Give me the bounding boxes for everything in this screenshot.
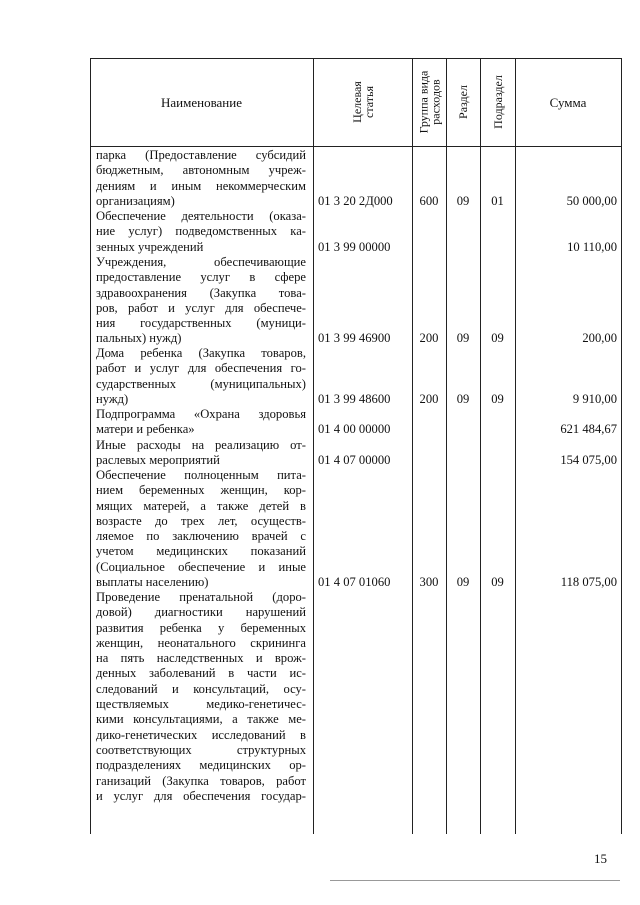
row-group: 200: [419, 392, 439, 406]
row-section: 09: [456, 331, 470, 345]
row-sum: 621 484,67: [560, 422, 617, 436]
column-border: [621, 58, 622, 834]
row-subsection: 09: [491, 331, 504, 345]
row-code: 01 4 07 01060: [318, 575, 391, 589]
row-name: парка (Предоставление субсидий бюджетным, автономным учреж- дениям и иным некоммерческим организациям): [96, 148, 306, 208]
row-section: 09: [456, 575, 470, 589]
column-border: [480, 58, 481, 834]
header-bottom-border: [90, 146, 622, 147]
row-group: 200: [419, 331, 439, 345]
header-expense-group: Группа вида расходов: [416, 70, 442, 134]
row-name: Подпрограмма «Охрана здоровья матери и ребенка»: [96, 407, 306, 437]
row-code: 01 3 99 48600: [318, 392, 391, 406]
row-name: Иные расходы на реализацию от- раслевых мероприятий: [96, 438, 306, 468]
row-section: 09: [456, 194, 470, 208]
row-code: 01 3 20 2Д000: [318, 194, 393, 208]
row-name: Обеспечение деятельности (оказа- ние услуг) подведомственных ка- зенных учреждений: [96, 209, 306, 254]
column-border: [313, 58, 314, 834]
row-group: 300: [419, 575, 439, 589]
row-sum: 154 075,00: [560, 453, 617, 467]
row-subsection: 09: [491, 575, 504, 589]
row-group: 600: [419, 194, 439, 208]
row-name: Обеспечение полноценным пита- нием беременных женщин, кор- мящих матерей, а также детей в возрасте до трех лет, осуществ- ляемое по заключению врачей с учетом медицинских показаний (Социальное обеспечение и иные выплаты населению): [96, 468, 306, 590]
row-code: 01 4 00 00000: [318, 422, 391, 436]
row-sum: 9 910,00: [572, 392, 617, 406]
column-border: [412, 58, 413, 834]
row-sum: 50 000,00: [566, 194, 617, 208]
header-subsection: Подраздел: [490, 75, 505, 129]
page-number: 15: [594, 851, 607, 866]
column-border: [90, 58, 91, 834]
row-sum: 200,00: [582, 331, 617, 345]
row-subsection: 09: [491, 392, 504, 406]
column-border: [515, 58, 516, 834]
header-sum: Сумма: [549, 94, 587, 110]
row-sum: 118 075,00: [560, 575, 617, 589]
row-sum: 10 110,00: [567, 240, 617, 254]
row-section: 09: [456, 392, 470, 406]
bottom-rule: [330, 880, 620, 881]
row-code: 01 4 07 00000: [318, 453, 391, 467]
column-border: [446, 58, 447, 834]
row-subsection: 01: [491, 194, 504, 208]
row-code: 01 3 99 00000: [318, 240, 391, 254]
row-code: 01 3 99 46900: [318, 331, 391, 345]
row-name: Дома ребенка (Закупка товаров, работ и услуг для обеспечения го- сударственных (муниципальных) нужд): [96, 346, 306, 406]
row-name: Проведение пренатальной (доро- довой) диагностики нарушений развития ребенка у беременных женщин, неонатального скрининга на пять наследственных и врож- денных заболеваний в части ис- следований и консультаций, осу- ществляемых медико-генетичес- кими консультациями, а также ме- дико-генетических исследований в соответствующих структурных подразделениях медицинских ор- ганизаций (Закупка товаров, работ и услуг для обеспечения государ-: [96, 590, 306, 803]
header-name: Наименование: [161, 94, 242, 110]
header-section: Раздел: [455, 85, 470, 119]
header-target-article: Целевая статья: [349, 81, 376, 123]
row-name: Учреждения, обеспечивающие предоставление услуг в сфере здравоохранения (Закупка това- ров, работ и услуг для обеспече- ния государственных (муници- пальных) нужд): [96, 255, 306, 346]
